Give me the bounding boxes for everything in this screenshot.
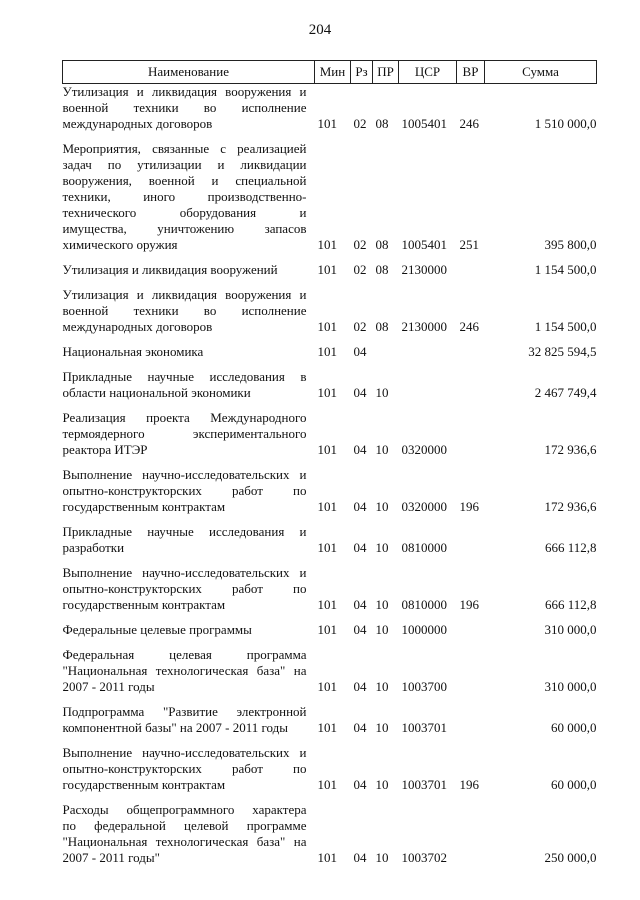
row-vr [457, 802, 485, 875]
row-rz: 04 [353, 385, 367, 400]
row-name-line: техники, иного производственно- [62, 189, 307, 204]
row-name-line: разработки [62, 540, 125, 555]
row-name [63, 802, 315, 875]
row-min: 101 [317, 385, 337, 400]
row-vr: 196 [459, 499, 479, 514]
row-name-line: Выполнение научно-исследовательских и [62, 745, 307, 760]
row-vr [457, 410, 485, 467]
row-name-line: опытно-конструкторских работ по [62, 761, 307, 776]
row-name [63, 704, 315, 745]
table-row [63, 84, 597, 142]
row-name-line: компонентной базы" на 2007 - 2011 годы [62, 720, 288, 735]
column-header-vr: ВР [457, 61, 485, 84]
row-sum: 310 000,0 [544, 622, 597, 637]
row-name [63, 287, 315, 344]
table-row [63, 622, 597, 647]
column-header-pr: ПР [373, 61, 399, 84]
row-pr: 10 [375, 720, 389, 735]
table-row [63, 344, 597, 369]
row-pr: 10 [375, 850, 389, 865]
row-csr: 0810000 [401, 597, 447, 612]
row-name-line: задач по утилизации и ликвидации [62, 157, 307, 172]
row-pr: 10 [375, 442, 389, 457]
row-min: 101 [317, 344, 337, 359]
row-name-line: технического оборудования и [62, 205, 307, 220]
table-header [63, 61, 597, 84]
row-name [63, 647, 315, 704]
row-name [63, 410, 315, 467]
row-name-line: Прикладные научные исследования в [62, 369, 307, 384]
row-csr [399, 344, 457, 369]
table-row [63, 262, 597, 287]
row-min: 101 [317, 499, 337, 514]
row-vr: 196 [459, 777, 479, 792]
row-pr: 08 [375, 319, 389, 334]
row-name-line: Национальная экономика [62, 344, 204, 359]
table-body [63, 84, 597, 876]
row-csr: 1003701 [401, 720, 447, 735]
row-rz: 04 [353, 720, 367, 735]
column-header-min: Мин [315, 61, 351, 84]
row-sum: 310 000,0 [544, 679, 597, 694]
row-pr: 10 [375, 622, 389, 637]
row-name-line: Подпрограмма "Развитие электронной [62, 704, 307, 719]
row-name-line: Прикладные научные исследования и [62, 524, 307, 539]
row-pr: 10 [375, 540, 389, 555]
row-rz: 02 [353, 116, 367, 131]
row-name-line: военной техники во исполнение [62, 100, 307, 115]
row-vr: 246 [459, 116, 479, 131]
table-row [63, 565, 597, 622]
row-name-line: военной техники во исполнение [62, 303, 307, 318]
row-sum: 60 000,0 [551, 720, 597, 735]
row-csr: 0320000 [401, 499, 447, 514]
row-name-line: Утилизация и ликвидация вооружения и [62, 84, 307, 99]
row-name [63, 745, 315, 802]
row-name-line: Выполнение научно-исследовательских и [62, 565, 307, 580]
row-rz: 02 [353, 237, 367, 252]
row-min: 101 [317, 850, 337, 865]
row-name-line: Выполнение научно-исследовательских и [62, 467, 307, 482]
row-rz: 04 [353, 442, 367, 457]
table-row [63, 745, 597, 802]
row-csr: 1003700 [401, 679, 447, 694]
row-csr: 0810000 [401, 540, 447, 555]
row-min: 101 [317, 540, 337, 555]
row-name-line: Реализация проекта Международного [62, 410, 307, 425]
row-vr [457, 524, 485, 565]
row-name-line: Утилизация и ликвидация вооружения и [62, 287, 307, 302]
row-name-line: 2007 - 2011 годы [62, 679, 155, 694]
row-name-line: по федеральной целевой программе [62, 818, 307, 833]
row-min: 101 [317, 237, 337, 252]
column-header-name: Наименование [63, 61, 315, 84]
column-header-rz: Рз [351, 61, 373, 84]
row-name-line: государственным контрактам [62, 597, 226, 612]
row-name-line: международных договоров [62, 319, 213, 334]
row-name [63, 84, 315, 142]
row-pr: 10 [375, 597, 389, 612]
row-rz: 04 [353, 850, 367, 865]
row-name-line: "Национальная технологическая база" на [62, 834, 307, 849]
row-name-line: государственным контрактам [62, 777, 226, 792]
table-row [63, 524, 597, 565]
row-sum: 666 112,8 [544, 540, 597, 555]
table-row [63, 369, 597, 410]
row-rz: 04 [353, 622, 367, 637]
row-rz: 04 [353, 679, 367, 694]
row-pr: 10 [375, 499, 389, 514]
row-vr [457, 622, 485, 647]
row-sum: 666 112,8 [544, 597, 597, 612]
row-rz: 04 [353, 540, 367, 555]
row-name-line: Федеральная целевая программа [62, 647, 307, 662]
row-name [63, 524, 315, 565]
row-vr: 246 [459, 319, 479, 334]
row-name-line: области национальной экономики [62, 385, 251, 400]
row-csr: 2130000 [401, 262, 447, 277]
row-csr: 1005401 [401, 116, 447, 131]
row-vr [457, 704, 485, 745]
column-header-sum: Сумма [485, 61, 597, 84]
row-sum: 1 154 500,0 [534, 319, 597, 334]
row-rz: 02 [353, 262, 367, 277]
row-min: 101 [317, 116, 337, 131]
table-row [63, 141, 597, 262]
row-min: 101 [317, 679, 337, 694]
row-name [63, 622, 315, 647]
row-min: 101 [317, 597, 337, 612]
row-name-line: международных договоров [62, 116, 213, 131]
row-rz: 04 [353, 344, 367, 359]
row-sum: 172 936,6 [544, 499, 597, 514]
row-name-line: имущества, уничтожению запасов [62, 221, 307, 236]
row-sum: 1 510 000,0 [534, 116, 597, 131]
row-name [63, 344, 315, 369]
row-min: 101 [317, 720, 337, 735]
row-rz: 04 [353, 499, 367, 514]
row-name-line: опытно-конструкторских работ по [62, 581, 307, 596]
row-pr: 08 [375, 237, 389, 252]
page-number: 204 [308, 22, 332, 38]
row-name [63, 467, 315, 524]
row-pr: 10 [375, 385, 389, 400]
row-sum: 60 000,0 [551, 777, 597, 792]
row-csr: 0320000 [401, 442, 447, 457]
row-csr: 1005401 [401, 237, 447, 252]
row-name-line: "Национальная технологическая база" на [62, 663, 307, 678]
row-vr: 196 [459, 597, 479, 612]
row-pr: 10 [375, 777, 389, 792]
row-csr: 1003702 [401, 850, 447, 865]
row-name [63, 262, 315, 287]
row-sum: 2 467 749,4 [534, 385, 597, 400]
row-name-line: 2007 - 2011 годы" [62, 850, 160, 865]
row-min: 101 [317, 262, 337, 277]
row-name [63, 141, 315, 262]
row-name [63, 565, 315, 622]
row-rz: 04 [353, 597, 367, 612]
row-rz: 04 [353, 777, 367, 792]
row-name-line: Мероприятия, связанные с реализацией [62, 141, 307, 156]
row-vr [457, 647, 485, 704]
row-csr: 1000000 [401, 622, 447, 637]
header-row [63, 61, 597, 84]
row-sum: 250 000,0 [544, 850, 597, 865]
row-pr: 10 [375, 679, 389, 694]
row-name-line: опытно-конструкторских работ по [62, 483, 307, 498]
row-min: 101 [317, 442, 337, 457]
row-name [63, 369, 315, 410]
column-header-csr: ЦСР [399, 61, 457, 84]
row-pr: 08 [375, 262, 389, 277]
row-pr [373, 344, 399, 369]
row-vr [457, 262, 485, 287]
row-vr [457, 369, 485, 410]
row-vr [457, 344, 485, 369]
table-row [63, 410, 597, 467]
row-sum: 32 825 594,5 [528, 344, 597, 359]
row-min: 101 [317, 319, 337, 334]
budget-table [62, 60, 597, 875]
row-vr: 251 [459, 237, 479, 252]
row-sum: 172 936,6 [544, 442, 597, 457]
row-name-line: Федеральные целевые программы [62, 622, 252, 637]
table-row [63, 647, 597, 704]
table-row [63, 802, 597, 875]
row-name-line: Расходы общепрограммного характера [62, 802, 307, 817]
row-csr [399, 369, 457, 410]
row-rz: 02 [353, 319, 367, 334]
row-name-line: Утилизация и ликвидация вооружений [62, 262, 278, 277]
table-row [63, 704, 597, 745]
row-csr: 2130000 [401, 319, 447, 334]
table-row [63, 467, 597, 524]
row-sum: 1 154 500,0 [534, 262, 597, 277]
table-row [63, 287, 597, 344]
row-name-line: химического оружия [62, 237, 178, 252]
row-pr: 08 [375, 116, 389, 131]
row-name-line: реактора ИТЭР [62, 442, 148, 457]
row-min: 101 [317, 777, 337, 792]
row-name-line: термоядерного экспериментального [62, 426, 307, 441]
row-name-line: государственным контрактам [62, 499, 226, 514]
row-csr: 1003701 [401, 777, 447, 792]
row-name-line: вооружения, военной и специальной [62, 173, 307, 188]
row-sum: 395 800,0 [544, 237, 597, 252]
row-min: 101 [317, 622, 337, 637]
